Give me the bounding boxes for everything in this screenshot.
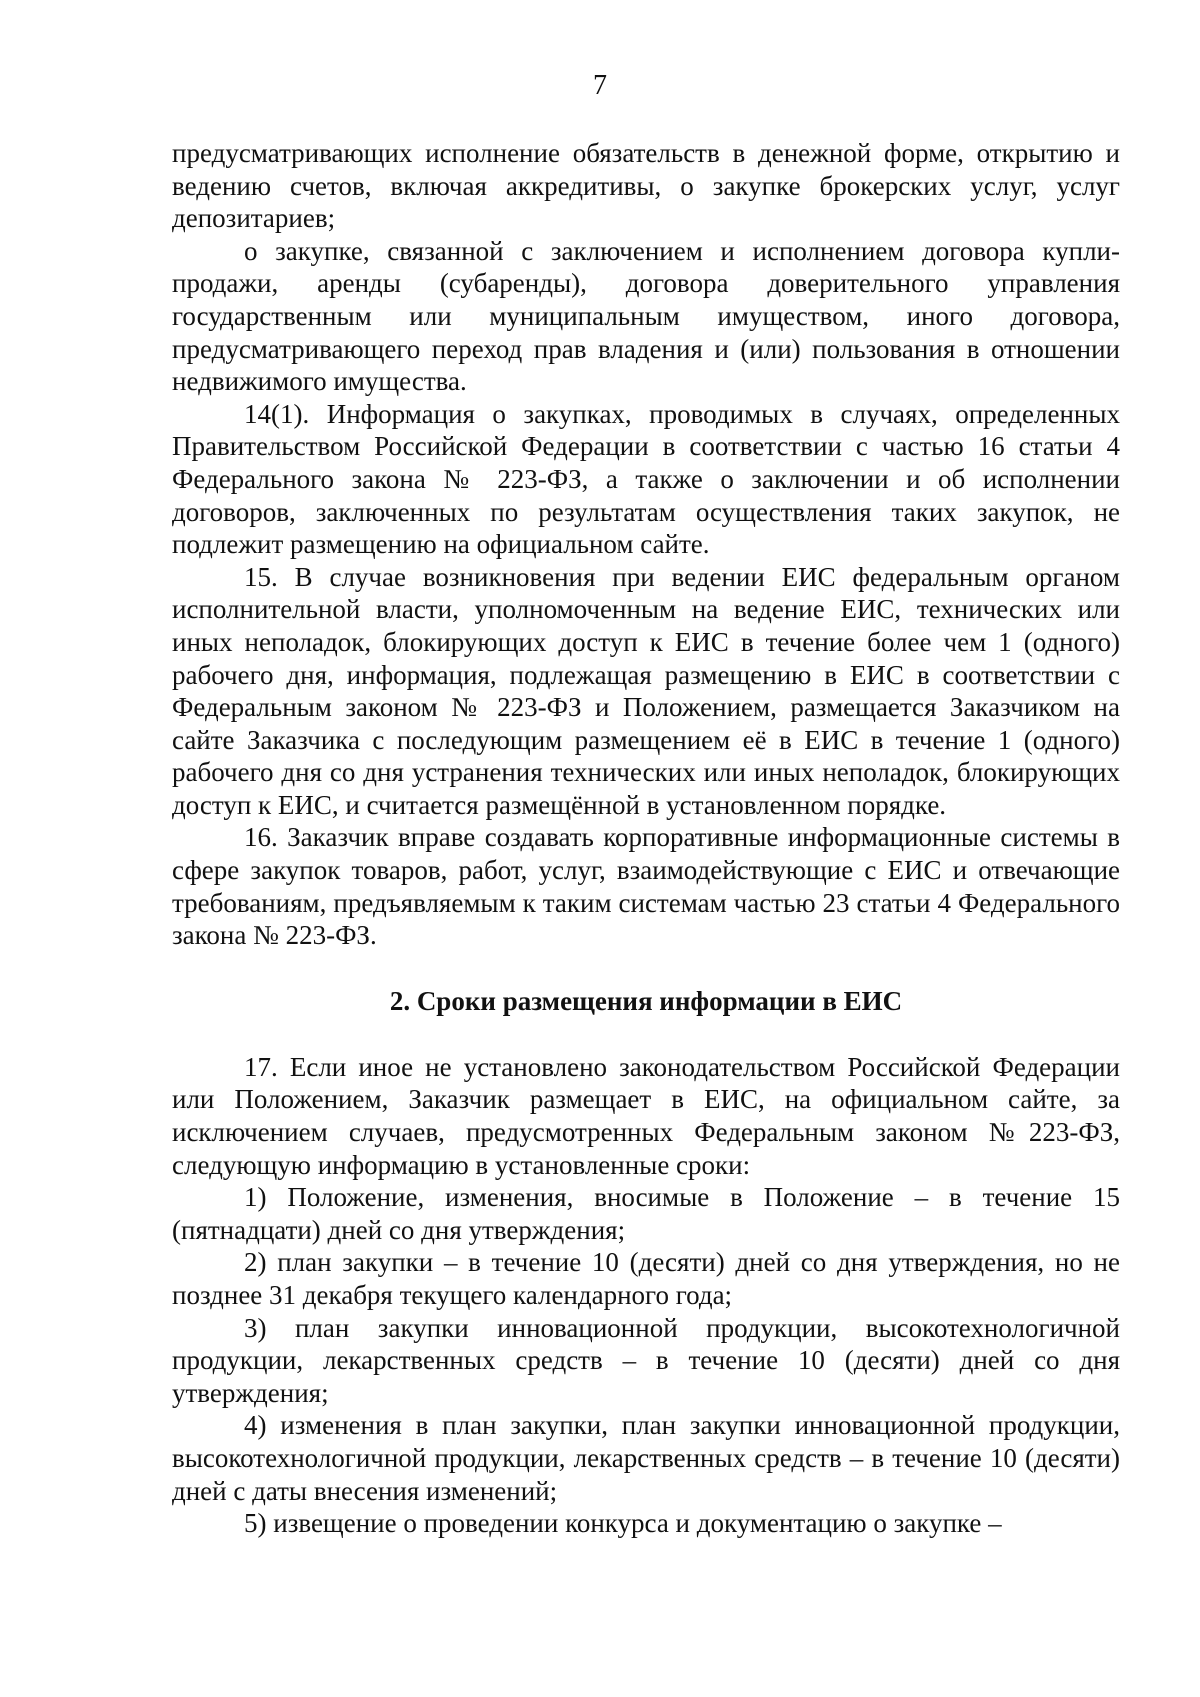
paragraph: 17. Если иное не установлено законодательством Российской Федерации или Положением, Заказчик размещает в ЕИС, на официальном сайте, за исключением случаев, предусмотренных Федеральным законом №223-ФЗ, следующую информацию в установленные сроки:	[172, 1051, 1120, 1180]
paragraph: 14(1). Информация о закупках, проводимых в случаях, определенных Правительством Российской Федерации в соответствии с частью 16 статьи 4 Федерального закона № 223-ФЗ, а также о заключении и об исполнении договоров, заключенных по результатам осуществления таких закупок, не подлежит размещению на официальном сайте.	[172, 398, 1120, 560]
list-item: 4) изменения в план закупки, план закупки инновационной продукции, высокотехнологичной продукции, лекарственных средств – в течение 10 (десяти) дней с даты внесения изменений;	[172, 1410, 1120, 1506]
section-heading: 2. Сроки размещения информации в ЕИС	[389, 985, 903, 1016]
paragraph: 15. В случае возникновения при ведении ЕИС федеральным органом исполнительной власти, уполномоченным на ведение ЕИС, технических или иных неполадок, блокирующих доступ к ЕИС в течение более чем 1 (одного) рабочего дня, информация, подлежащая размещению в ЕИС в соответствии с Федеральным законом № 223-ФЗ и Положением, размещается Заказчиком на сайте Заказчика с последующим размещением её в ЕИС в течение 1 (одного) рабочего дня со дня устранения технических или иных неполадок, блокирующих доступ к ЕИС, и считается размещённой в установленном порядке.	[172, 561, 1120, 820]
list-item: 1) Положение, изменения, вносимые в Положение – в течение 15 (пятнадцати) дней со дня утверждения;	[172, 1182, 1120, 1245]
list-item: 3) план закупки инновационной продукции, высокотехнологичной продукции, лекарственных средств – в течение 10 (десяти) дней со дня утверждения;	[172, 1312, 1120, 1408]
paragraph: о закупке, связанной с заключением и исполнением договора купли-продажи, аренды (субаренды), договора доверительного управления государственным или муниципальным имуществом, иного договора, предусматривающего переход прав владения и (или) пользования в отношении недвижимого имущества.	[172, 235, 1120, 397]
paragraph: предусматривающих исполнение обязательств в денежной форме, открытию и ведению счетов, включая аккредитивы, о закупке брокерских услуг, услуг депозитариев;	[172, 138, 1120, 234]
document-body	[172, 137, 1120, 1540]
paragraph: 16. Заказчик вправе создавать корпоративные информационные системы в сфере закупок товаров, работ, услуг, взаимодействующие с ЕИС и отвечающие требованиям, предъявляемым к таким системам частью 23 статьи 4 Федерального закона № 223-ФЗ.	[172, 822, 1120, 951]
list-item: 5) извещение о проведении конкурса и документацию о закупке –	[244, 1508, 1002, 1539]
list-item: 2) план закупки – в течение 10 (десяти) дней со дня утверждения, но не позднее 31 декабря текущего календарного года;	[172, 1247, 1120, 1310]
page-number: 7	[593, 70, 607, 101]
